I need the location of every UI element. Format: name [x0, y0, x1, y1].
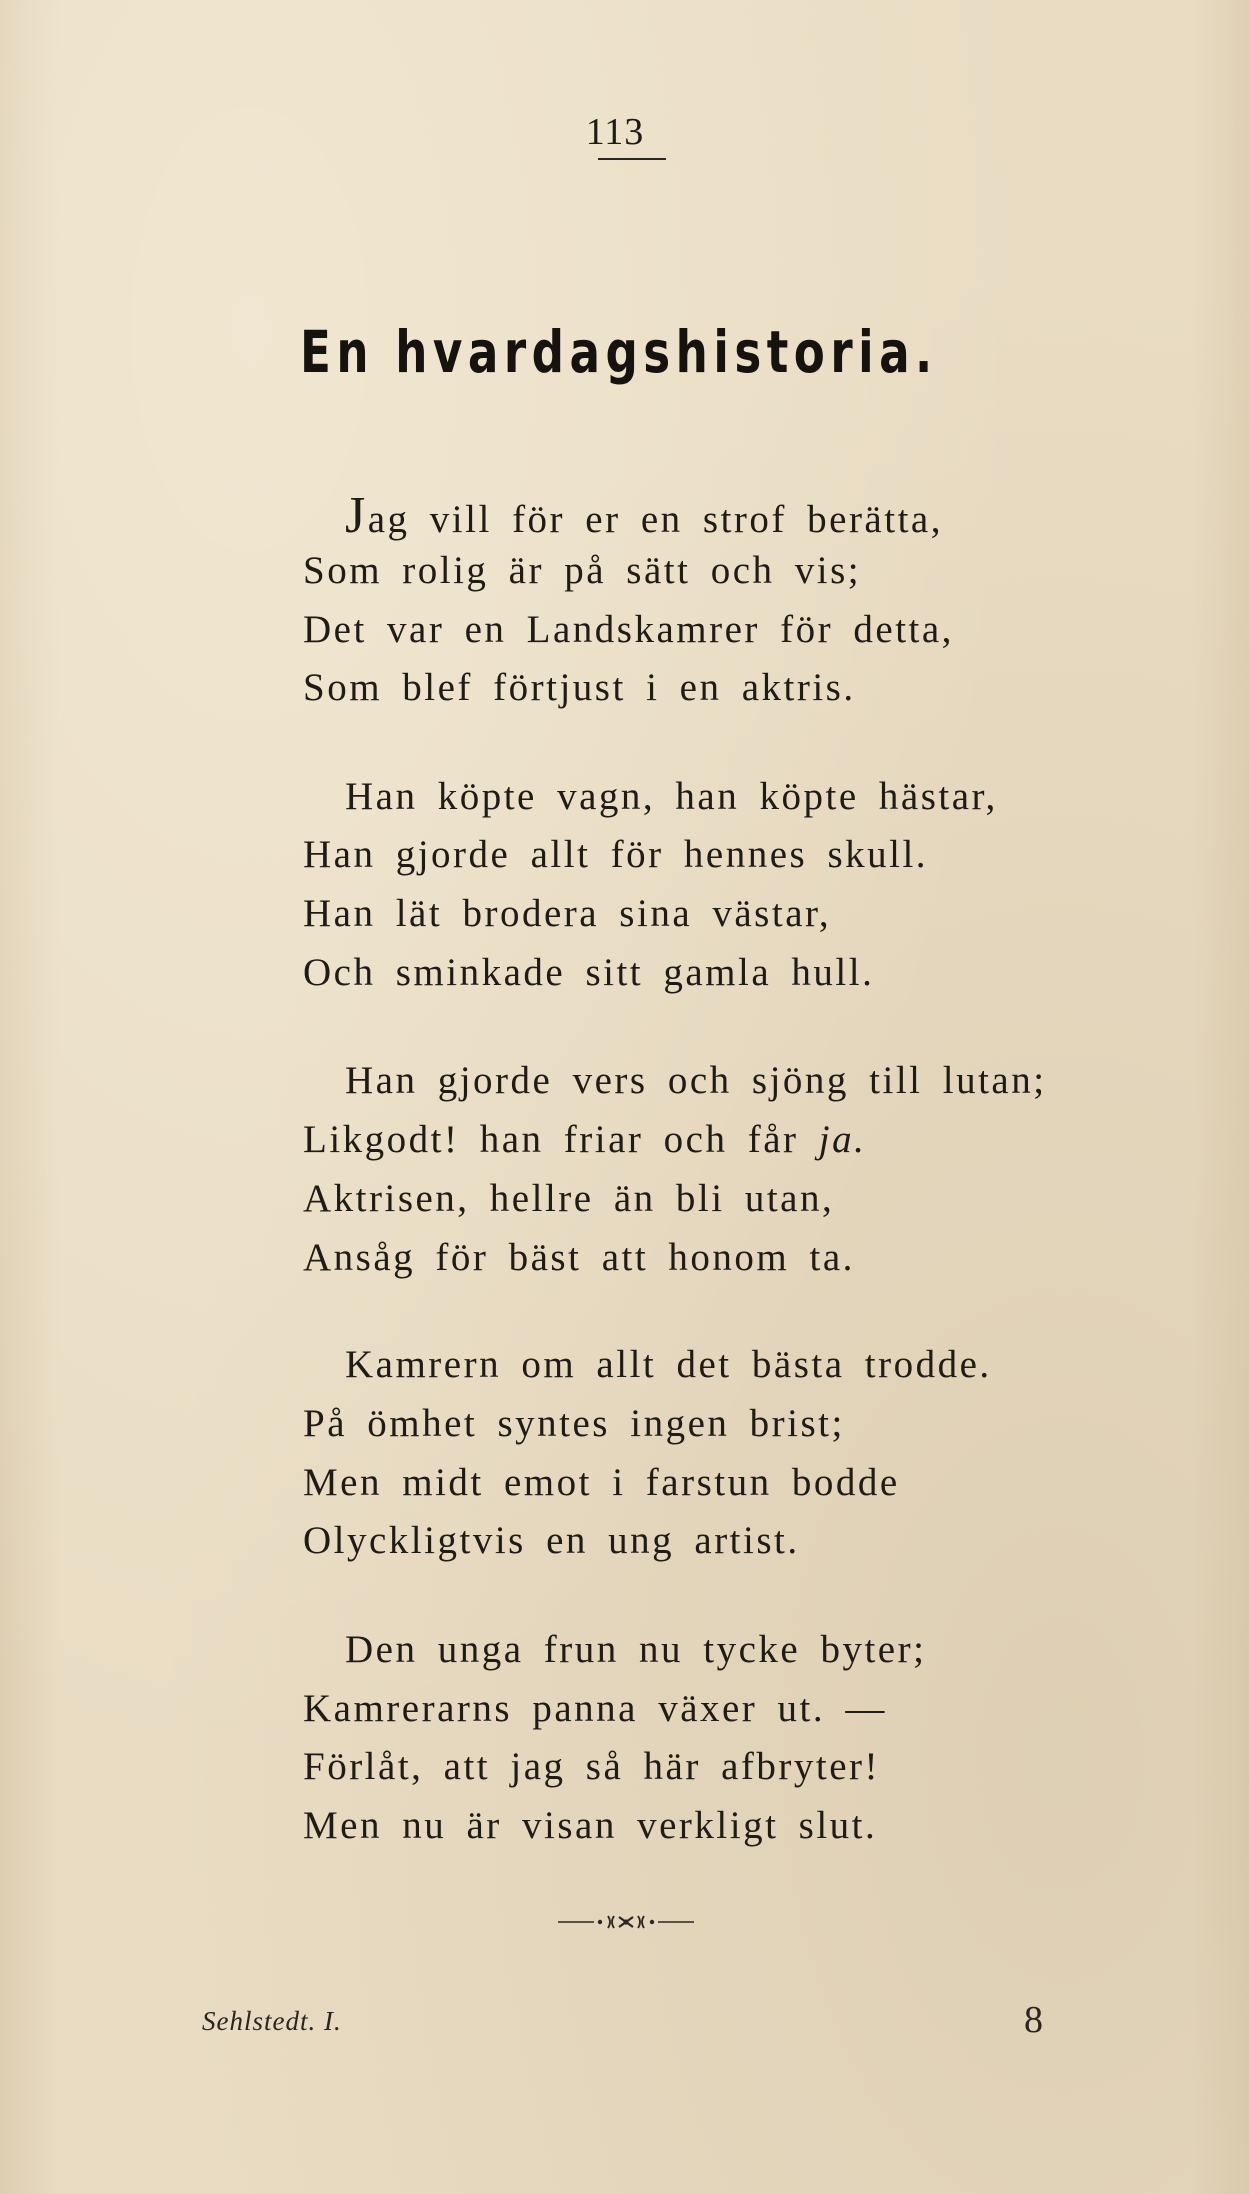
poem-line: Och sminkade sitt gamla hull. — [303, 951, 875, 994]
printer-signature: Sehlstedt. I. — [202, 2006, 342, 2036]
poem-line: På ömhet syntes ingen brist; — [303, 1402, 845, 1445]
poem-line: Det var en Landskamrer för detta, — [303, 608, 954, 651]
poem-line: Kamrern om allt det bästa trodde. — [345, 1343, 992, 1386]
poem-line: Kamrerarns panna växer ut. — — [303, 1687, 887, 1730]
poem-title: En hvardagshistoria. — [300, 318, 938, 386]
poem-line: Jag vill för er en strof berätta, — [345, 487, 943, 544]
poem-line: Aktrisen, hellre än bli utan, — [303, 1177, 835, 1220]
poem-line: Likgodt! han friar och får ja. — [303, 1118, 867, 1161]
sheet-mark: 8 — [1024, 1999, 1043, 2041]
page-number-rule — [598, 158, 666, 160]
poem-line: Han köpte vagn, han köpte hästar, — [345, 775, 998, 818]
italic-word: ja. — [818, 1118, 867, 1161]
poem-line: Olyckligtvis en ung artist. — [303, 1519, 800, 1562]
drop-cap: J — [345, 487, 368, 544]
poem-line: Ansåg för bäst att honom ta. — [303, 1236, 855, 1279]
page-number: 113 — [585, 111, 645, 153]
poem-line: Han gjorde allt för hennes skull. — [303, 833, 929, 876]
poem-line: Han gjorde vers och sjöng till lutan; — [345, 1059, 1047, 1102]
poem-line: Han lät brodera sina västar, — [303, 892, 832, 935]
poem-line: Som rolig är på sätt och vis; — [303, 549, 862, 592]
poem-line: Förlåt, att jag så här afbryter! — [303, 1745, 880, 1788]
poem-line: Som blef förtjust i en aktris. — [303, 666, 856, 709]
poem-line: Den unga frun nu tycke byter; — [345, 1628, 927, 1671]
end-ornament — [556, 1912, 696, 1932]
poem-line: Men midt emot i farstun bodde — [303, 1461, 900, 1504]
poem-line: Men nu är visan verkligt slut. — [303, 1804, 878, 1847]
